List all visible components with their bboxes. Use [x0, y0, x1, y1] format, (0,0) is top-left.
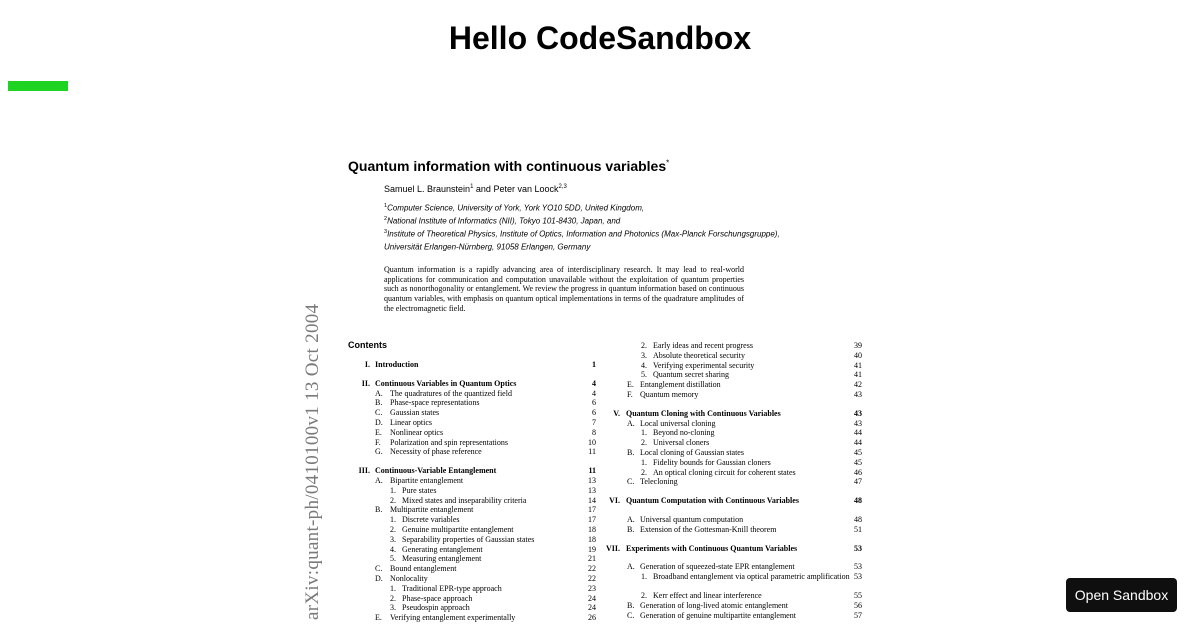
toc-entry-label: Local universal cloning — [640, 418, 716, 428]
toc-entry[interactable] — [348, 408, 596, 418]
toc-entry-number: A. — [627, 514, 635, 524]
toc-entry-label: Continuous Variables in Quantum Optics — [375, 378, 517, 388]
toc-left-column — [348, 360, 596, 623]
toc-entry-number: B. — [375, 398, 383, 408]
toc-entry-page: 57 — [854, 610, 862, 620]
toc-entry-page: 39 — [854, 341, 862, 350]
app-title: Hello CodeSandbox — [448, 20, 752, 56]
affiliation-line: $^1$Computer Science, University of York, York YO10 5DD, United Kingdom, — [384, 203, 645, 213]
toc-entry-number: III. — [358, 466, 370, 476]
toc-entry-label: Multipartite entanglement — [390, 505, 474, 515]
toc-entry-label: Genuine multipartite entanglement — [402, 524, 514, 534]
toc-entry-page: 17 — [588, 505, 596, 515]
toc-entry-page: 51 — [854, 524, 862, 534]
toc-entry-label: Universal cloners — [653, 438, 710, 448]
toc-entry[interactable] — [612, 477, 862, 487]
toc-entry[interactable] — [612, 419, 862, 429]
toc-entry-page: 18 — [588, 534, 596, 544]
toc-entry[interactable] — [612, 468, 862, 478]
toc-entry-number: 2. — [641, 438, 647, 448]
open-sandbox-button[interactable]: Open Sandbox — [1066, 578, 1177, 612]
toc-entry-number: F. — [375, 437, 381, 447]
toc-entry-page: 53 — [854, 572, 862, 582]
toc-entry-page: 26 — [588, 613, 596, 623]
toc-entry-page: 21 — [588, 554, 596, 564]
toc-entry-page: 4 — [592, 388, 596, 398]
toc-entry[interactable] — [348, 428, 596, 438]
toc-entry[interactable] — [348, 564, 596, 574]
toc-spacer — [612, 582, 862, 591]
toc-entry-number: G. — [375, 447, 383, 457]
toc-entry[interactable] — [348, 545, 596, 555]
toc-entry-number: 1. — [641, 457, 647, 467]
toc-entry-label: Experiments with Continuous Quantum Variables — [626, 543, 798, 553]
toc-entry[interactable] — [612, 351, 862, 361]
toc-entry-label: Verifying entanglement experimentally — [390, 613, 516, 623]
toc-entry-page: 24 — [588, 593, 596, 603]
toc-entry[interactable] — [612, 438, 862, 448]
toc-entry-label: Beyond no-cloning — [653, 428, 715, 438]
toc-entry-label: Quantum Cloning with Continuous Variables — [626, 408, 781, 418]
toc-entry-page: 1 — [592, 360, 596, 369]
toc-entry-number: 3. — [390, 534, 396, 544]
toc-entry-page: 24 — [588, 603, 596, 613]
toc-entry-number: F. — [627, 389, 633, 399]
toc-entry-number: B. — [627, 524, 635, 534]
toc-entry[interactable] — [612, 515, 862, 525]
toc-entry-number: 1. — [641, 572, 647, 582]
toc-entry-label: Verifying experimental security — [653, 360, 755, 370]
toc-entry-page: 40 — [854, 350, 862, 360]
toc-entry-label: Absolute theoretical security — [653, 350, 745, 360]
toc-entry[interactable] — [348, 584, 596, 594]
toc-entry-page: 41 — [854, 370, 862, 380]
toc-entry-label: Broadband entanglement via optical parametric amplification — [653, 572, 850, 582]
toc-entry[interactable] — [609, 496, 862, 506]
toc-entry-number: 1. — [641, 428, 647, 438]
affiliation-line: Universität Erlangen-Nürnberg, 91058 Erlangen, Germany — [384, 243, 591, 253]
toc-entry[interactable] — [612, 361, 862, 371]
toc-entry-label: Nonlinear optics — [390, 427, 444, 437]
toc-entry[interactable] — [612, 370, 862, 380]
toc-entry[interactable] — [612, 572, 862, 582]
toc-entry-label: Generation of genuine multipartite entanglement — [640, 610, 796, 620]
pdf-document — [300, 150, 900, 630]
toc-entry[interactable] — [612, 458, 862, 468]
toc-entry-number: 5. — [641, 370, 647, 380]
toc-entry-number: A. — [627, 418, 635, 428]
toc-entry[interactable] — [612, 409, 862, 419]
toc-entry-label: Introduction — [375, 360, 419, 369]
toc-entry[interactable] — [348, 418, 596, 428]
paper-title: Quantum information with continuous variables* — [348, 158, 670, 174]
toc-entry-number: E. — [375, 427, 382, 437]
toc-entry-label: Polarization and spin representations — [390, 437, 508, 447]
toc-entry-label: Early ideas and recent progress — [653, 341, 753, 350]
toc-entry-label: Traditional EPR-type approach — [402, 583, 502, 593]
toc-entry-label: An optical cloning circuit for coherent states — [653, 467, 796, 477]
toc-entry[interactable] — [348, 476, 596, 486]
toc-entry-number: C. — [375, 564, 383, 574]
toc-entry-page: 53 — [854, 543, 862, 553]
toc-entry-label: Pseudospin approach — [402, 603, 470, 613]
toc-entry-label: Quantum secret sharing — [653, 370, 729, 380]
toc-entry-number: 2. — [641, 590, 647, 600]
toc-entry[interactable] — [348, 594, 596, 604]
toc-entry-label: Local cloning of Gaussian states — [640, 447, 744, 457]
toc-entry[interactable] — [348, 398, 596, 408]
affiliation-line: $^3$Institute of Theoretical Physics, Institute of Optics, Information and Photonics (Max-Planck Forschungsgruppe), — [384, 229, 780, 239]
toc-entry-label: Mixed states and inseparability criteria — [402, 495, 527, 505]
toc-entry[interactable] — [348, 505, 596, 515]
toc-entry-page: 43 — [854, 389, 862, 399]
toc-entry-number: 4. — [390, 544, 396, 554]
toc-entry[interactable] — [612, 591, 862, 601]
toc-entry[interactable] — [612, 448, 862, 458]
toc-entry-number: 3. — [390, 603, 396, 613]
toc-spacer — [612, 553, 862, 562]
toc-entry-number: E. — [627, 380, 634, 390]
toc-entry-page: 4 — [592, 378, 596, 388]
toc-entry-label: Extension of the Gottesman-Knill theorem — [640, 524, 777, 534]
toc-entry-page: 43 — [854, 408, 862, 418]
toc-spacer — [612, 506, 862, 515]
title-footnote-mark: * — [666, 158, 670, 168]
toc-entry-page: 44 — [854, 428, 862, 438]
toc-entry[interactable] — [612, 428, 862, 438]
toc-entry-number: I. — [364, 360, 370, 369]
toc-right-column — [605, 341, 862, 620]
toc-entry-page: 13 — [588, 485, 596, 495]
toc-entry-label: Pure states — [402, 485, 437, 495]
toc-entry-number: C. — [627, 477, 635, 487]
toc-entry[interactable] — [348, 379, 596, 389]
toc-entry-page: 48 — [854, 514, 862, 524]
toc-entry[interactable] — [612, 380, 862, 390]
toc-entry-number: 1. — [390, 515, 396, 525]
toc-entry-number: B. — [627, 447, 635, 457]
toc-entry-label: Measuring entanglement — [402, 554, 482, 564]
arxiv-stamp: arXiv:quant-ph/0410100v1 13 Oct 2004 — [302, 303, 323, 620]
toc-entry-page: 6 — [592, 408, 596, 418]
toc-entry-number: A. — [375, 475, 383, 485]
toc-entry-number: D. — [375, 417, 383, 427]
toc-entry-label: Entanglement distillation — [640, 380, 721, 390]
toc-entry-page: 11 — [588, 466, 596, 476]
toc-entry-number: B. — [627, 600, 635, 610]
toc-entry-number: 2. — [390, 524, 396, 534]
toc-entry-page: 43 — [854, 418, 862, 428]
toc-entry-page: 10 — [588, 437, 596, 447]
toc-entry-number: 2. — [390, 593, 396, 603]
toc-entry[interactable] — [612, 341, 862, 351]
toc-entry[interactable] — [605, 543, 862, 554]
toc-entry-number: C. — [375, 408, 383, 418]
toc-entry[interactable] — [348, 360, 596, 370]
toc-entry[interactable] — [348, 574, 596, 584]
toc-entry-number: C. — [627, 610, 635, 620]
toc-entry-label: Fidelity bounds for Gaussian cloners — [653, 457, 771, 467]
toc-entry-page: 17 — [588, 515, 596, 525]
toc-entry[interactable] — [348, 496, 596, 506]
toc-entry-page: 8 — [592, 427, 596, 437]
paper-authors: Samuel L. Braunstein$^1$ and Peter van Loock$^{2,3}$ — [384, 184, 567, 194]
toc-entry-label: Necessity of phase reference — [390, 447, 482, 457]
toc-entry-label: Discrete variables — [402, 515, 460, 525]
toc-entry-label: Generation of long-lived atomic entanglement — [640, 600, 788, 610]
toc-entry[interactable] — [348, 554, 596, 564]
toc-entry-page: 11 — [588, 447, 596, 457]
toc-entry-label: Phase-space approach — [402, 593, 473, 603]
toc-entry[interactable] — [612, 562, 862, 572]
toc-entry[interactable] — [612, 390, 862, 400]
toc-entry-label: Generating entanglement — [402, 544, 483, 554]
toc-entry-number: B. — [375, 505, 383, 515]
toc-entry-number: 3. — [641, 350, 647, 360]
toc-entry-label: Continuous-Variable Entanglement — [375, 466, 497, 476]
toc-entry-page: 48 — [854, 496, 862, 506]
toc-entry[interactable] — [612, 611, 862, 621]
toc-entry[interactable] — [348, 515, 596, 525]
toc-entry[interactable] — [612, 525, 862, 535]
toc-entry-number: 5. — [390, 554, 396, 564]
toc-entry[interactable] — [348, 535, 596, 545]
contents-heading: Contents — [348, 340, 387, 350]
toc-entry-number: VII. — [605, 543, 620, 553]
paper-abstract: Quantum information is a rapidly advancing area of interdisciplinary research. It may lead to real-world applications for communication and computation unavailable without the exploitation of quantum properties such as nonorthogonality or entanglement. We review the progress in quantum information based on continuous quantum variables, with emphasis on quantum optical implementations in terms of the quadrature amplitudes of the electromagnetic field. — [384, 265, 744, 313]
toc-entry-page: 6 — [592, 398, 596, 408]
toc-entry-label: Generation of squeezed-state EPR entanglement — [640, 562, 795, 572]
progress-bar — [8, 81, 68, 91]
toc-entry-page: 23 — [588, 583, 596, 593]
toc-entry-page: 47 — [854, 477, 862, 487]
toc-entry-label: Phase-space representations — [390, 398, 480, 408]
toc-entry[interactable] — [348, 389, 596, 399]
toc-entry-label: Kerr effect and linear interference — [653, 590, 762, 600]
toc-entry[interactable] — [612, 601, 862, 611]
toc-entry[interactable] — [348, 613, 596, 623]
toc-entry[interactable] — [348, 447, 596, 457]
toc-entry[interactable] — [348, 486, 596, 496]
paper-affiliations — [384, 201, 884, 254]
toc-entry-label: Bipartite entanglement — [390, 475, 464, 485]
toc-entry-number: VI. — [609, 496, 620, 506]
toc-entry-page: 44 — [854, 438, 862, 448]
toc-entry[interactable] — [348, 525, 596, 535]
toc-entry-label: Linear optics — [390, 417, 432, 427]
toc-entry-number: 1. — [390, 485, 396, 495]
toc-entry-number: 2. — [641, 341, 647, 350]
toc-entry-page: 19 — [588, 544, 596, 554]
toc-entry-number: 4. — [641, 360, 647, 370]
toc-entry-number: E. — [375, 613, 382, 623]
toc-entry-label: Universal quantum computation — [640, 514, 744, 524]
toc-entry-page: 7 — [592, 417, 596, 427]
toc-entry-label: Bound entanglement — [390, 564, 457, 574]
toc-entry-label: Telecloning — [640, 477, 678, 487]
toc-entry-label: Quantum memory — [640, 389, 699, 399]
toc-entry-page: 45 — [854, 447, 862, 457]
affiliation-line: $^2$National Institute of Informatics (NII), Tokyo 101-8430, Japan, and — [384, 216, 621, 226]
toc-entry-page: 14 — [588, 495, 596, 505]
toc-entry-page: 55 — [854, 590, 862, 600]
progress-fill — [8, 81, 68, 91]
toc-entry[interactable] — [348, 466, 596, 476]
toc-entry-label: The quadratures of the quantized field — [390, 388, 512, 398]
toc-entry[interactable] — [348, 438, 596, 448]
toc-entry-page: 56 — [854, 600, 862, 610]
toc-entry-page: 22 — [588, 573, 596, 583]
toc-entry-number: 2. — [390, 495, 396, 505]
toc-entry-number: A. — [375, 388, 383, 398]
toc-entry-number: II. — [361, 378, 370, 388]
toc-entry-number: 2. — [641, 467, 647, 477]
toc-entry-page: 46 — [854, 467, 862, 477]
toc-entry-page: 41 — [854, 360, 862, 370]
toc-entry-number: A. — [627, 562, 635, 572]
toc-entry-label: Gaussian states — [390, 408, 440, 418]
toc-entry-number: V. — [613, 408, 620, 418]
toc-entry[interactable] — [348, 603, 596, 613]
toc-entry-number: D. — [375, 573, 383, 583]
toc-entry-page: 53 — [854, 562, 862, 572]
toc-entry-page: 18 — [588, 524, 596, 534]
toc-entry-label: Separability properties of Gaussian states — [402, 534, 535, 544]
toc-entry-number: 1. — [390, 583, 396, 593]
toc-entry-label: Nonlocality — [390, 573, 428, 583]
toc-entry-page: 42 — [854, 380, 862, 390]
toc-entry-label: Quantum Computation with Continuous Variables — [626, 496, 799, 506]
toc-entry-page: 13 — [588, 475, 596, 485]
toc-entry-page: 45 — [854, 457, 862, 467]
toc-entry-page: 22 — [588, 564, 596, 574]
